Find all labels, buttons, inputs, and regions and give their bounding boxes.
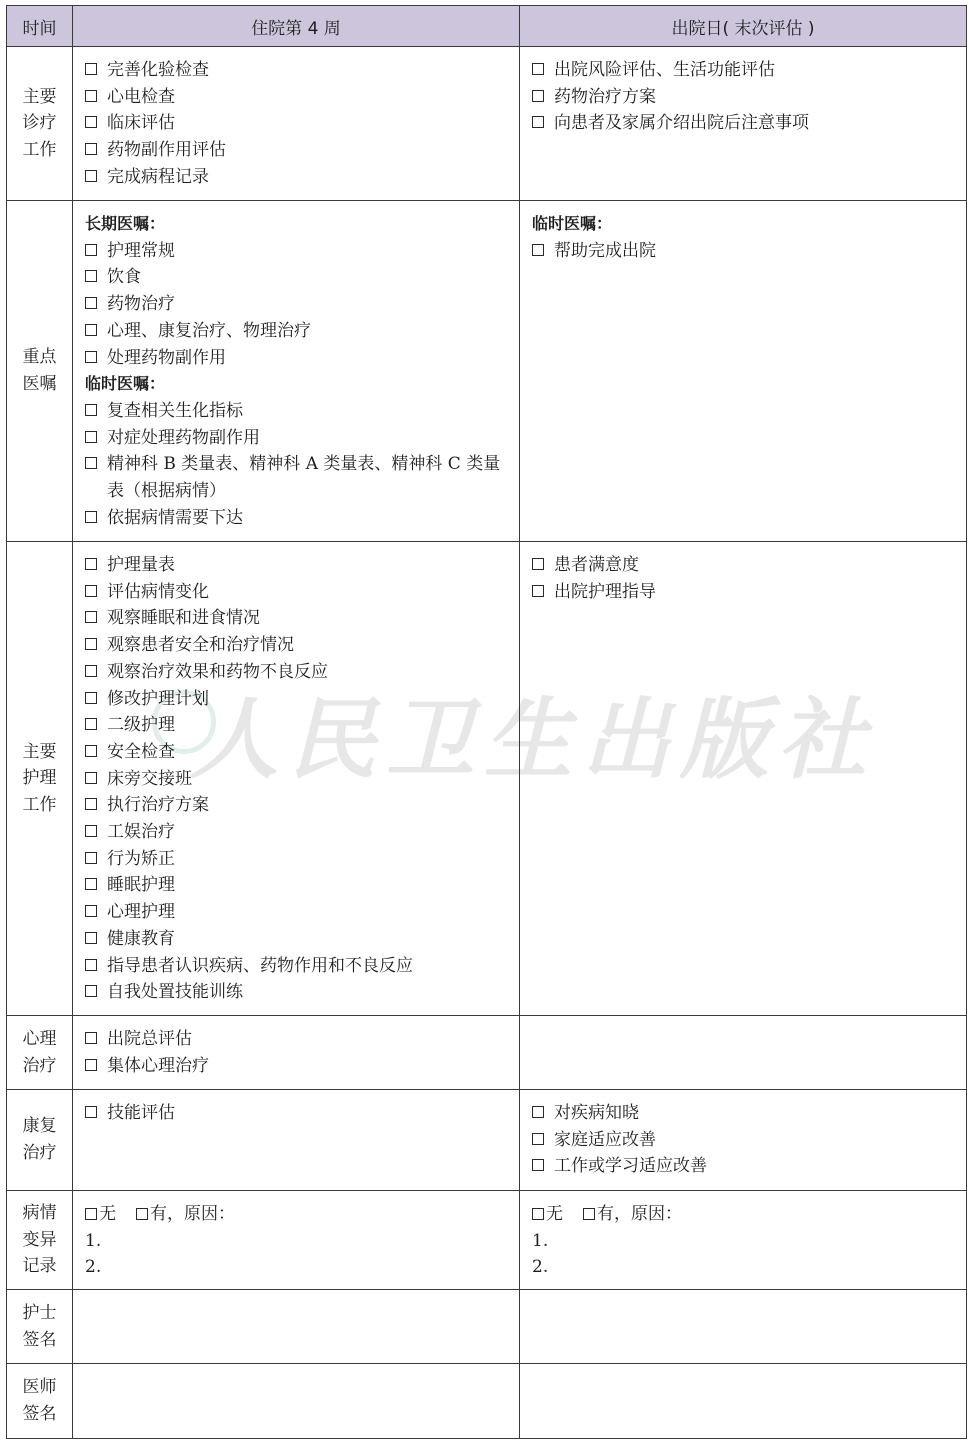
row-label-cell bbox=[7, 47, 73, 201]
discharge-cell bbox=[520, 1191, 967, 1290]
variance-reason-line: 2. bbox=[85, 1257, 102, 1278]
checkbox-icon[interactable] bbox=[532, 585, 544, 597]
checklist-item-label: 对疾病知晓 bbox=[554, 1103, 639, 1123]
watermark-text: 人民卫生出版社 bbox=[190, 687, 877, 791]
checklist-item-label: 行为矫正 bbox=[107, 848, 175, 869]
checkbox-icon[interactable] bbox=[85, 905, 97, 917]
checkbox-icon[interactable] bbox=[85, 611, 97, 623]
variance-reason-line: 1. bbox=[532, 1230, 549, 1251]
row-label-cell bbox=[7, 1364, 73, 1439]
checklist-item[interactable] bbox=[85, 979, 509, 1006]
row-label: 病情变异记录 bbox=[22, 1203, 57, 1277]
key-orders-row bbox=[7, 201, 967, 542]
checkbox-icon[interactable] bbox=[85, 1106, 97, 1118]
row-label: 医师签名 bbox=[22, 1377, 57, 1424]
variance-reason-line: 2. bbox=[532, 1257, 549, 1278]
row-label-cell bbox=[7, 201, 73, 542]
checklist-item-label: 修改护理计划 bbox=[107, 688, 209, 709]
checklist-item[interactable] bbox=[85, 238, 509, 265]
row-label-cell bbox=[7, 1290, 73, 1364]
checklist-item-label: 健康教育 bbox=[107, 928, 175, 949]
checklist-item[interactable] bbox=[85, 659, 509, 686]
checklist-item-label: 护理量表 bbox=[107, 555, 175, 575]
checkbox-icon[interactable] bbox=[85, 585, 97, 597]
checklist-item-label: 依据病情需要下达 bbox=[107, 507, 243, 528]
orders-subheading: 临时医嘱： bbox=[532, 214, 613, 233]
checklist-item-label: 帮助完成出院 bbox=[554, 240, 656, 261]
row-label: 护士签名 bbox=[22, 1302, 57, 1350]
row-label: 心理治疗 bbox=[22, 1028, 57, 1076]
row-label: 康复治疗 bbox=[22, 1116, 57, 1163]
discharge-cell bbox=[520, 542, 967, 1016]
checklist-item[interactable] bbox=[85, 264, 509, 291]
checkbox-icon[interactable] bbox=[85, 404, 97, 416]
main-nursing-work-row bbox=[7, 542, 967, 1016]
checklist-item[interactable] bbox=[85, 872, 509, 899]
checkbox-icon[interactable] bbox=[85, 511, 97, 523]
checklist-item[interactable] bbox=[85, 953, 509, 980]
checklist-item[interactable] bbox=[85, 1053, 509, 1080]
checkbox-icon[interactable] bbox=[85, 745, 97, 757]
checklist-item[interactable] bbox=[85, 291, 509, 318]
checklist-item-label: 精神科 B 类量表、精神科 A 类量表、精神科 C 类量表（根据病情） bbox=[107, 454, 501, 502]
checkbox-icon[interactable] bbox=[85, 63, 97, 75]
checklist-item[interactable] bbox=[532, 579, 956, 606]
checkbox-icon[interactable] bbox=[532, 63, 544, 75]
checkbox-icon[interactable] bbox=[532, 558, 544, 570]
checklist-item-label: 睡眠护理 bbox=[107, 875, 175, 896]
checkbox-has-icon[interactable] bbox=[136, 1208, 148, 1220]
week4-cell bbox=[73, 542, 520, 1016]
checklist-item[interactable] bbox=[85, 1026, 509, 1053]
checkbox-none-icon[interactable] bbox=[85, 1208, 97, 1220]
checkbox-icon[interactable] bbox=[532, 90, 544, 102]
checklist-item-label: 安全检查 bbox=[107, 741, 175, 762]
checklist-item[interactable] bbox=[85, 605, 509, 632]
checkbox-icon[interactable] bbox=[85, 1059, 97, 1071]
checklist-item[interactable] bbox=[85, 632, 509, 659]
checklist-item-label: 观察患者安全和治疗情况 bbox=[107, 635, 294, 656]
variance-none-label: 无 bbox=[99, 1204, 116, 1224]
row-label: 主要护理工作 bbox=[22, 741, 57, 815]
checklist-item-label: 指导患者认识疾病、药物作用和不良反应 bbox=[107, 955, 413, 976]
row-label-cell bbox=[7, 1191, 73, 1290]
checklist-item[interactable] bbox=[532, 57, 956, 84]
checklist-item[interactable] bbox=[85, 57, 509, 84]
week4-cell bbox=[73, 1016, 520, 1090]
checklist-item-label: 出院总评估 bbox=[107, 1029, 192, 1049]
checklist-item-label: 药物副作用评估 bbox=[107, 140, 226, 161]
week4-cell bbox=[73, 47, 520, 201]
checklist-item-label: 工娱治疗 bbox=[107, 822, 175, 843]
checkbox-icon[interactable] bbox=[85, 798, 97, 810]
checklist-item[interactable] bbox=[85, 137, 509, 164]
checklist-item-label: 心电检查 bbox=[107, 86, 175, 107]
checkbox-icon[interactable] bbox=[85, 638, 97, 650]
checklist-item[interactable] bbox=[85, 792, 509, 819]
main-diagnosis-work-row bbox=[7, 47, 967, 201]
variance-options bbox=[85, 1201, 509, 1228]
checkbox-icon[interactable] bbox=[532, 1159, 544, 1171]
orders-subheading: 临时医嘱： bbox=[85, 374, 166, 394]
checklist-item[interactable] bbox=[85, 926, 509, 953]
checklist-item-label: 临床评估 bbox=[107, 113, 175, 134]
rehabilitation-row bbox=[7, 1090, 967, 1191]
checkbox-icon[interactable] bbox=[85, 351, 97, 363]
checklist-item-label: 家庭适应改善 bbox=[554, 1129, 656, 1150]
checklist-item-label: 护理常规 bbox=[107, 240, 175, 261]
checklist-item[interactable] bbox=[85, 579, 509, 606]
checklist-item-label: 观察睡眠和进食情况 bbox=[107, 608, 260, 629]
checklist-item[interactable] bbox=[85, 318, 509, 345]
checklist-item[interactable] bbox=[85, 110, 509, 137]
checkbox-icon[interactable] bbox=[85, 985, 97, 997]
checkbox-icon[interactable] bbox=[85, 170, 97, 182]
checklist-item-label: 药物治疗方案 bbox=[554, 86, 656, 107]
checkbox-icon[interactable] bbox=[532, 1106, 544, 1118]
checklist-item-label: 评估病情变化 bbox=[107, 581, 209, 602]
checklist-item[interactable] bbox=[532, 84, 956, 111]
discharge-cell bbox=[520, 201, 967, 542]
checklist-item-label: 向患者及家属介绍出院后注意事项 bbox=[554, 113, 809, 134]
checklist-item-label: 二级护理 bbox=[107, 715, 175, 736]
checklist-item[interactable] bbox=[85, 739, 509, 766]
checklist-item[interactable] bbox=[532, 1153, 956, 1180]
row-label: 主要诊疗工作 bbox=[22, 86, 57, 160]
discharge-cell bbox=[520, 47, 967, 201]
checkbox-icon[interactable] bbox=[85, 692, 97, 704]
variance-reason-line: 1. bbox=[85, 1230, 102, 1251]
checkbox-icon[interactable] bbox=[85, 457, 97, 469]
checklist-item[interactable] bbox=[532, 1100, 956, 1127]
checkbox-icon[interactable] bbox=[85, 116, 97, 128]
variance-has-label: 有，原因： bbox=[150, 1204, 235, 1224]
discharge-cell bbox=[520, 1090, 967, 1191]
checklist-item[interactable] bbox=[85, 505, 509, 532]
checkbox-icon[interactable] bbox=[85, 665, 97, 677]
checklist-item[interactable] bbox=[85, 425, 509, 452]
checklist-item[interactable] bbox=[85, 846, 509, 873]
discharge-cell bbox=[520, 1364, 967, 1439]
checklist-item-label: 心理护理 bbox=[107, 902, 175, 923]
checkbox-icon[interactable] bbox=[85, 558, 97, 570]
physician-signature-row bbox=[7, 1364, 967, 1439]
week4-cell bbox=[73, 1290, 520, 1364]
checklist-item-label: 患者满意度 bbox=[554, 555, 639, 575]
variance-none-label: 无 bbox=[546, 1204, 563, 1224]
header-row bbox=[7, 6, 967, 47]
checkbox-icon[interactable] bbox=[85, 718, 97, 730]
checkbox-icon[interactable] bbox=[85, 772, 97, 784]
checkbox-icon[interactable] bbox=[532, 116, 544, 128]
checklist-item[interactable] bbox=[532, 1127, 956, 1154]
checklist-item-label: 完成病程记录 bbox=[107, 166, 209, 187]
checkbox-icon[interactable] bbox=[85, 878, 97, 890]
variance-options bbox=[532, 1201, 956, 1228]
variance-has-label: 有，原因： bbox=[597, 1204, 682, 1224]
checkbox-icon[interactable] bbox=[85, 270, 97, 282]
checklist-item[interactable] bbox=[85, 766, 509, 793]
checkbox-icon[interactable] bbox=[532, 244, 544, 256]
checklist-item[interactable] bbox=[85, 345, 509, 372]
checklist-item[interactable] bbox=[532, 238, 956, 265]
checkbox-icon[interactable] bbox=[85, 959, 97, 971]
checklist-item-label: 自我处置技能训练 bbox=[107, 982, 243, 1003]
checklist-item-label: 心理、康复治疗、物理治疗 bbox=[107, 320, 311, 341]
checklist-item[interactable] bbox=[85, 686, 509, 713]
checkbox-icon[interactable] bbox=[85, 244, 97, 256]
checkbox-none-icon[interactable] bbox=[532, 1208, 544, 1220]
checklist-item-label: 执行治疗方案 bbox=[107, 795, 209, 816]
checkbox-icon[interactable] bbox=[85, 431, 97, 443]
nurse-signature-row bbox=[7, 1290, 967, 1364]
checklist-item[interactable] bbox=[532, 110, 956, 137]
discharge-cell bbox=[520, 1016, 967, 1090]
checklist-item-label: 床旁交接班 bbox=[107, 768, 192, 789]
checkbox-icon[interactable] bbox=[85, 297, 97, 309]
checklist-item-label: 集体心理治疗 bbox=[107, 1055, 209, 1076]
checklist-item-label: 出院风险评估、生活功能评估 bbox=[554, 60, 775, 80]
orders-subheading: 长期医嘱： bbox=[85, 214, 166, 233]
checkbox-icon[interactable] bbox=[85, 852, 97, 864]
checkbox-icon[interactable] bbox=[85, 825, 97, 837]
week4-cell bbox=[73, 1191, 520, 1290]
checklist-item[interactable] bbox=[532, 552, 956, 579]
checklist-item-label: 工作或学习适应改善 bbox=[554, 1156, 707, 1177]
checklist-item-label: 药物治疗 bbox=[107, 294, 175, 315]
checklist-item[interactable] bbox=[85, 164, 509, 191]
week4-cell bbox=[73, 1090, 520, 1191]
checklist-item-label: 完善化验检查 bbox=[107, 60, 209, 80]
row-label: 重点医嘱 bbox=[22, 347, 57, 394]
header-week4: 住院第 4 周 bbox=[73, 6, 520, 47]
checkbox-icon[interactable] bbox=[85, 324, 97, 336]
checklist-item-label: 复查相关生化指标 bbox=[107, 400, 243, 421]
checklist-item-label: 饮食 bbox=[107, 267, 141, 288]
week4-cell bbox=[73, 201, 520, 542]
discharge-cell bbox=[520, 1290, 967, 1364]
clinical-pathway-table bbox=[6, 5, 967, 1439]
checklist-item[interactable] bbox=[85, 1100, 509, 1127]
checklist-item-label: 观察治疗效果和药物不良反应 bbox=[107, 661, 328, 682]
week4-cell bbox=[73, 1364, 520, 1439]
row-label-cell bbox=[7, 1090, 73, 1191]
checklist-item[interactable] bbox=[85, 552, 509, 579]
checklist-item[interactable] bbox=[85, 899, 509, 926]
checklist-item[interactable] bbox=[85, 819, 509, 846]
row-label-cell bbox=[7, 542, 73, 1016]
checkbox-icon[interactable] bbox=[85, 1032, 97, 1044]
header-time: 时间 bbox=[7, 6, 73, 47]
checklist-item[interactable] bbox=[85, 451, 509, 504]
checkbox-icon[interactable] bbox=[85, 90, 97, 102]
checklist-item-label: 出院护理指导 bbox=[554, 581, 656, 602]
checkbox-icon[interactable] bbox=[85, 143, 97, 155]
variance-record-row bbox=[7, 1191, 967, 1290]
checklist-item-label: 处理药物副作用 bbox=[107, 347, 226, 368]
checklist-item[interactable] bbox=[85, 84, 509, 111]
row-label-cell bbox=[7, 1016, 73, 1090]
header-discharge-day: 出院日( 末次评估 ) bbox=[520, 6, 967, 47]
checkbox-icon[interactable] bbox=[85, 932, 97, 944]
checklist-item[interactable] bbox=[85, 712, 509, 739]
checklist-item[interactable] bbox=[85, 398, 509, 425]
checkbox-icon[interactable] bbox=[532, 1133, 544, 1145]
checklist-item-label: 技能评估 bbox=[107, 1103, 175, 1123]
psychotherapy-row bbox=[7, 1016, 967, 1090]
checkbox-has-icon[interactable] bbox=[583, 1208, 595, 1220]
checklist-item-label: 对症处理药物副作用 bbox=[107, 427, 260, 448]
